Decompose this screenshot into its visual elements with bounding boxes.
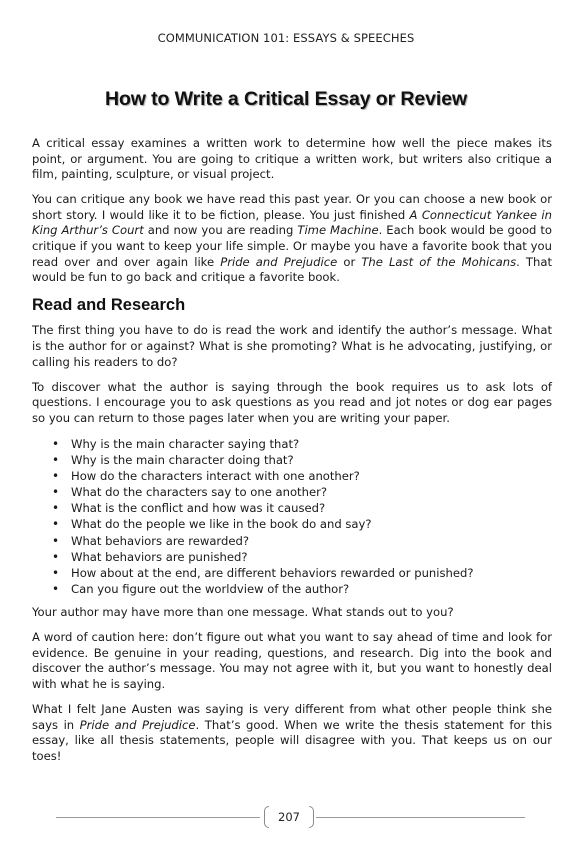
- list-item: • Why is the main character saying that?: [71, 436, 552, 452]
- list-item: • What do the characters say to one another?: [71, 484, 552, 500]
- book-title: The Last of the Mohicans: [361, 254, 517, 269]
- text-run: and now you are reading: [143, 223, 298, 238]
- book-title: Time Machine: [297, 223, 379, 238]
- page-footer: [0, 804, 572, 832]
- book-title: A Connecticut Yankee in King Arthur’s Court: [32, 207, 552, 238]
- section-paragraph-1: The first thing you have to do is read the work and identify the author’s message. What is the author for or against? What is she promoting? What is he advocating, justifying, or calling his readers to do?: [32, 323, 552, 369]
- intro-paragraph-2: [32, 192, 552, 286]
- section-paragraph-2: To discover what the author is saying through the book requires us to ask lots of questions. I encourage you to ask questions as you read and jot notes or dog ear pages so you can return to those pages later when you are writing your paper.: [32, 379, 552, 425]
- text-run: . That would be fun to go back and critique a favorite book.: [32, 254, 553, 285]
- bracket-left-icon: [264, 806, 269, 828]
- list-item: • Can you figure out the worldview of the author?: [71, 581, 552, 597]
- page-number-box: [264, 806, 314, 828]
- list-item: • What is the conflict and how was it caused?: [71, 500, 552, 516]
- running-header: COMMUNICATION 101: ESSAYS & SPEECHES: [157, 31, 415, 45]
- footer-rule-right: [316, 817, 525, 818]
- text-run: . That’s good. When we write the thesis statement for this essay, like all thesis statements, people will disagree with you. That keeps us on our toes!: [32, 717, 552, 763]
- list-item: • How do the characters interact with one another?: [71, 468, 552, 484]
- footer-rule-left: [56, 817, 260, 818]
- section-paragraph-4: A word of caution here: don’t figure out what you want to say ahead of time and look for evidence. Be genuine in your reading, questions, and research. Dig into the book and discover the author’s message. You may not agree with it, but you want to honestly deal with what he is saying.: [32, 630, 552, 691]
- list-item: • What behaviors are punished?: [71, 549, 552, 565]
- text-run: What I felt Jane Austen was saying is very different from what other people think she says in: [32, 701, 552, 732]
- bracket-right-icon: [309, 806, 314, 828]
- page-title: How to Write a Critical Essay or Review: [104, 88, 468, 110]
- section-paragraph-3: Your author may have more than one message. What stands out to you?: [32, 604, 454, 619]
- section-heading: Read and Research: [32, 295, 186, 314]
- book-title: Pride and Prejudice: [79, 717, 196, 732]
- body-content: [32, 136, 552, 774]
- text-run: or: [337, 254, 362, 269]
- list-item: • What behaviors are rewarded?: [71, 533, 552, 549]
- list-item: • What do the people we like in the book do and say?: [71, 516, 552, 532]
- question-list: [32, 436, 552, 597]
- section-paragraph-5: [32, 702, 552, 764]
- list-item: • How about at the end, are different behaviors rewarded or punished?: [71, 565, 552, 581]
- page-number: 207: [278, 810, 300, 824]
- intro-paragraph-1: A critical essay examines a written work to determine how well the piece makes its point, or argument. You are going to critique a written work, but writers also critique a film, painting, sculpture, or visual project.: [32, 136, 552, 182]
- text-run: You can critique any book we have read this past year. Or you can choose a new book or short story. I would like it to be fiction, please. You just finished: [32, 192, 552, 222]
- book-title: Pride and Prejudice: [220, 254, 338, 269]
- text-run: . Each book would be good to critique if you want to keep your life simple. Or maybe you have a favorite book that you read over and over again like: [32, 223, 553, 269]
- list-item: • Why is the main character doing that?: [71, 452, 552, 468]
